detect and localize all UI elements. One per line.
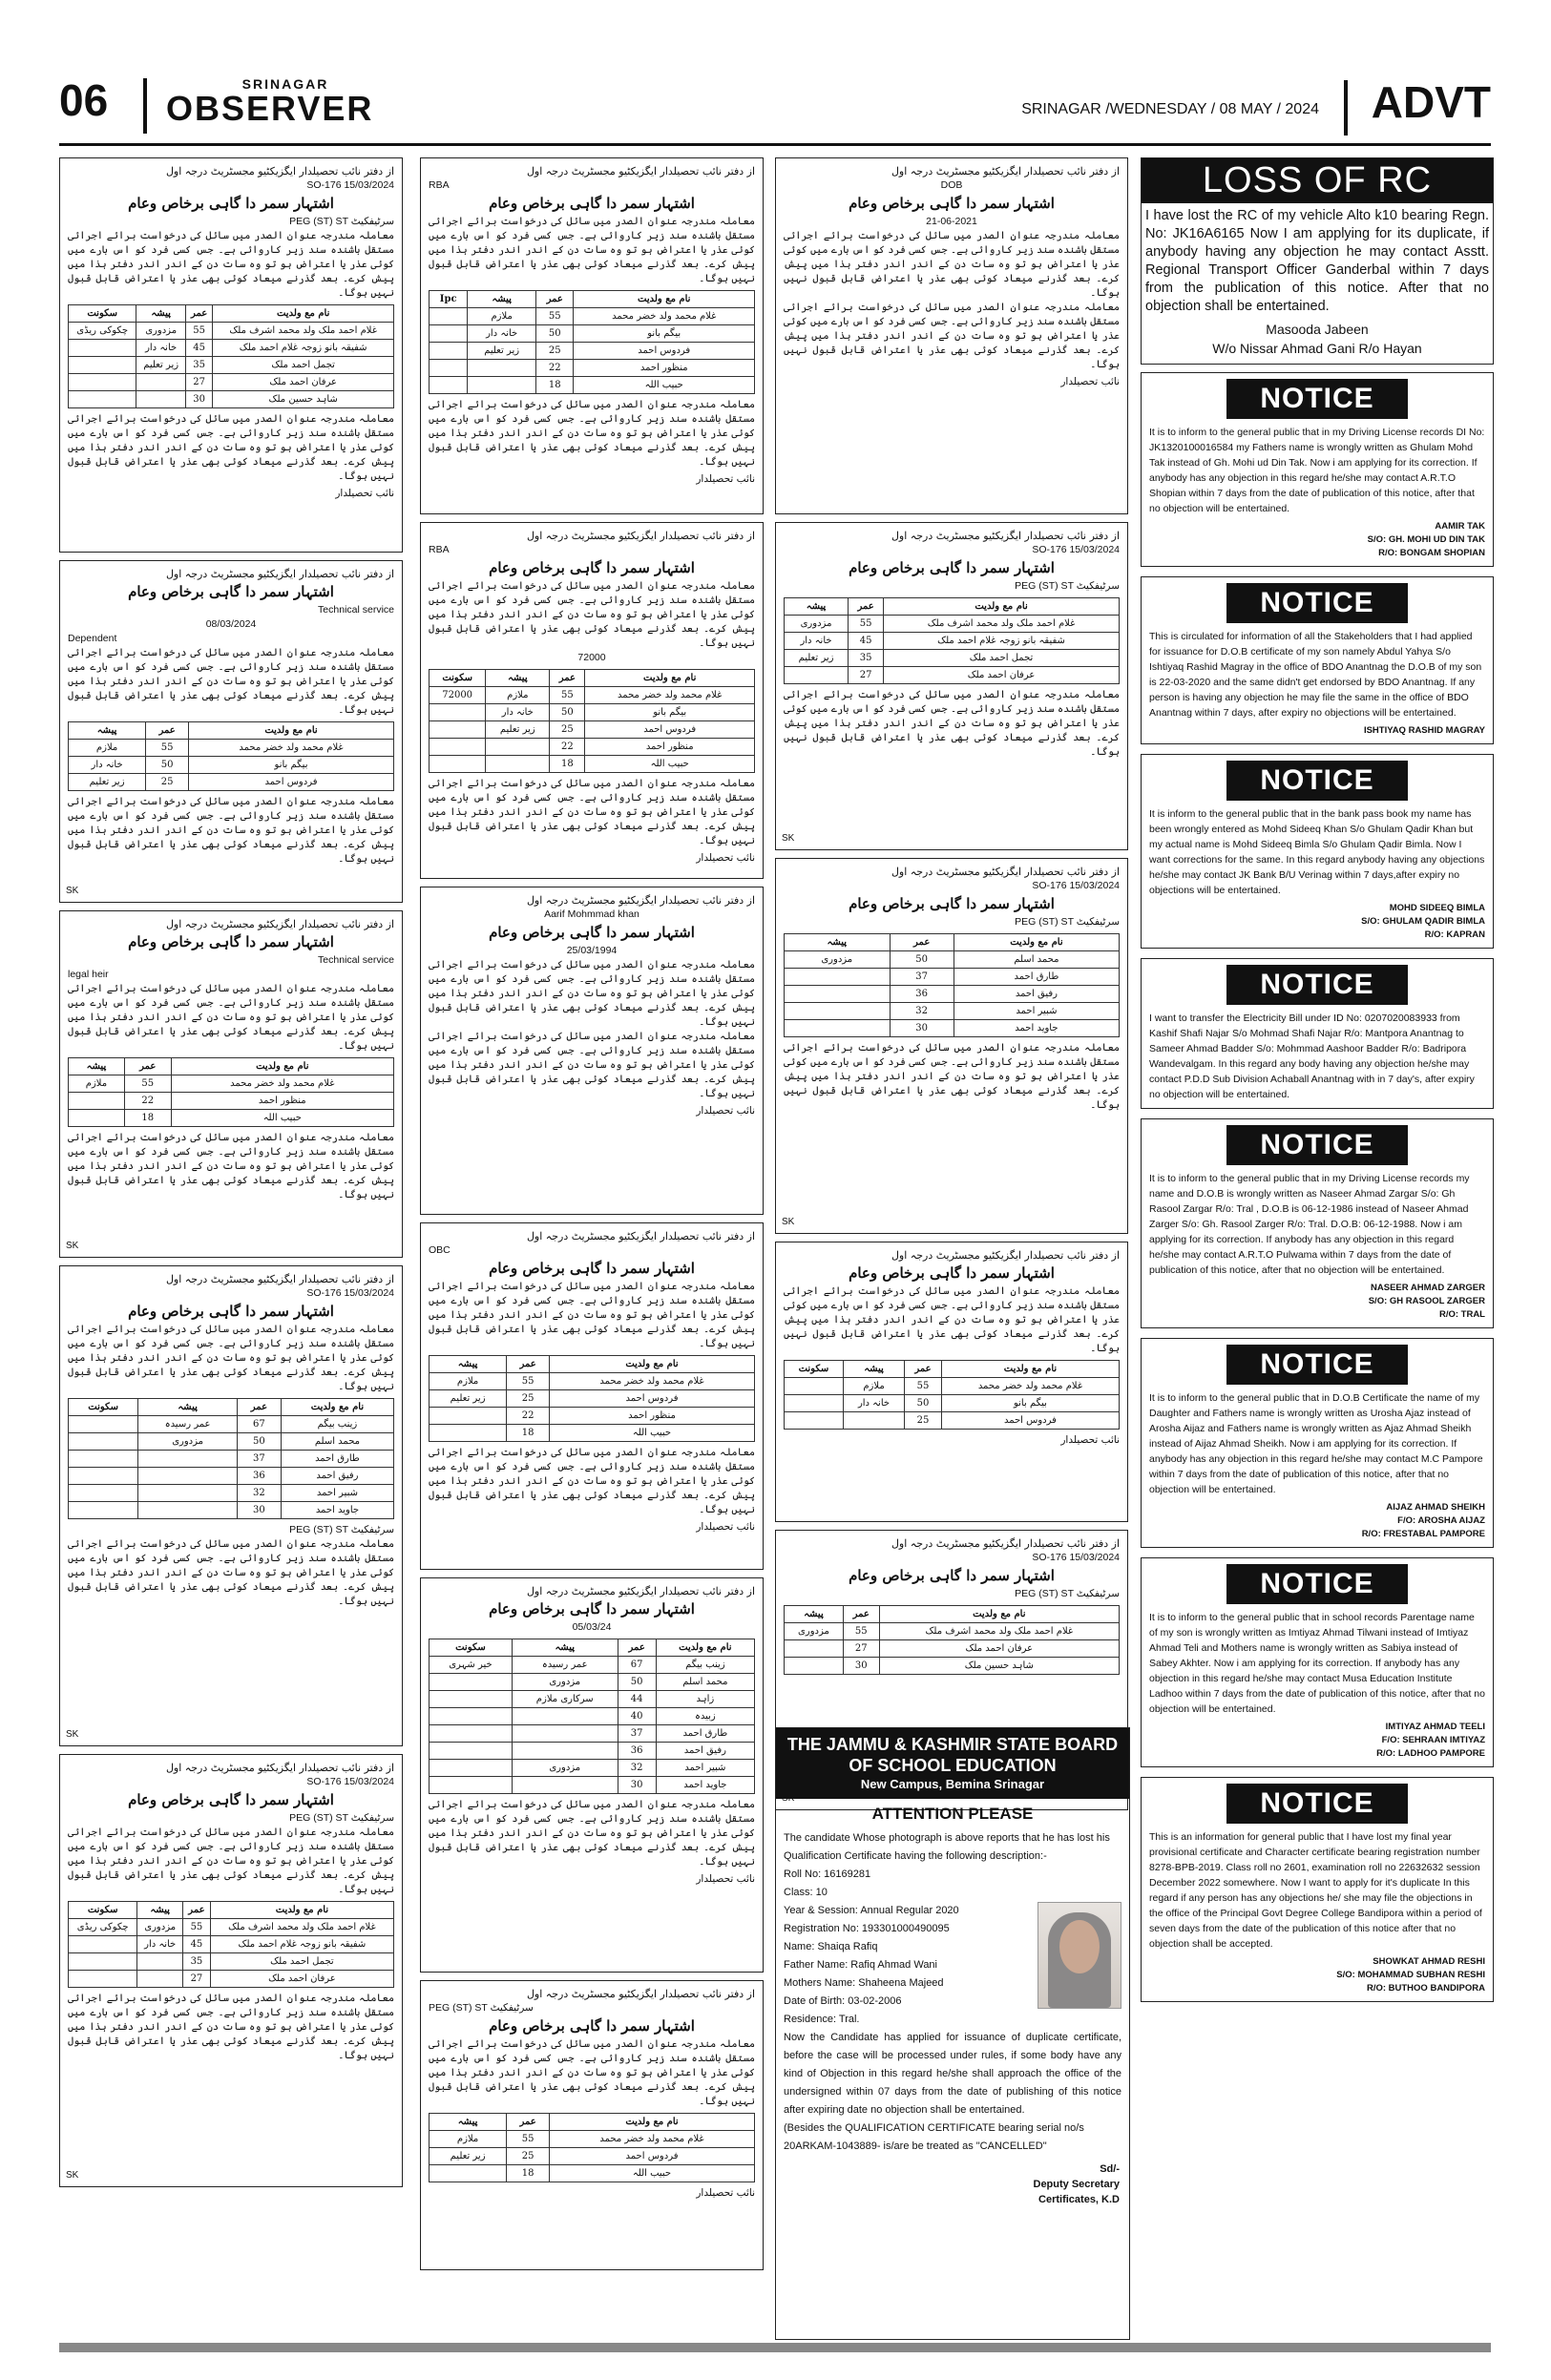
- urdu-ad: از دفتر نائب تحصیلدار ایگزیکٹیو مجسٹریٹ درجہ اول Aarif Mohmmad khan اشتہار سمر دا گاہی برخاص وعام 25/03/1994 معاملہ مندرجہ عنوان الصدر میں سائل کی درخواست برائے اجرائی مستقل باشندہ سند زیر کاروائی ہے۔ جس کسی فرد کو اس بارے میں کوئی عذر یا اعتراض ہو تو وہ سات دن کے اندر اندر دفتر ہذا میں پیش کرے۔ بعد گذرنے میعاد کوئی بھی عذر یا اعتراض قابل قبول نہیں ہوگا۔ معاملہ مندرجہ عنوان الصدر میں سائل کی درخواست برائے اجرائی مستقل باشندہ سند زیر کاروائی ہے۔ جس کسی فرد کو اس بارے میں کوئی عذر یا اعتراض ہو تو وہ سات دن کے اندر اندر دفتر ہذا میں پیش کرے۔ بعد گذرنے میعاد کوئی بھی عذر یا اعتراض قابل قبول نہیں ہوگا۔ نائب تحصیلدار: [420, 887, 764, 1215]
- ad-heading: اشتہار سمر دا گاہی برخاص وعام: [128, 195, 334, 212]
- urdu-ad: از دفتر نائب تحصیلدار ایگزیکٹیو مجسٹریٹ درجہ اول اشتہار سمر دا گاہی برخاص وعام Technical service legal heir معاملہ مندرجہ عنوان الصدر میں سائل کی درخواست برائے اجرائی مستقل باشندہ سند زیر کاروائی ہے۔ جس کسی فرد کو اس بارے میں کوئی عذر یا اعتراض ہو تو وہ سات دن کے اندر اندر دفتر ہذا میں پیش کرے۔ بعد گذرنے میعاد کوئی بھی عذر یا اعتراض قابل قبول نہیں ہوگا۔ نام مع ولدیت عمر پیشہ غلام محمد ولد خضر محمد 55 ملازم منظور احمد 22 حبیب اللہ 18 معاملہ مندرجہ عنوان الصدر میں سائل کی درخواست برائے اجرائی مستقل باشندہ سند زیر کاروائی ہے۔ جس کسی فرد کو اس بارے میں کوئی عذر یا اعتراض ہو تو وہ سات دن کے اندر اندر دفتر ہذا میں پیش کرے۔ بعد گذرنے میعاد کوئی بھی عذر یا اعتراض قابل قبول نہیں ہوگا۔ SK: [59, 910, 403, 1258]
- jkbose-notice: [775, 1727, 1130, 2340]
- attention-heading: ATTENTION PLEASE: [871, 1805, 1034, 1823]
- notice-box: NOTICE It is to inform to the general public that in D.O.B Certificate the name of my Daughter and Fathers name is wrongly written as Urosha Ajaz instead of Arosha Aijaz and Fathers name is wrongly written as Ajaz Ahmad Sheikh instead of Aijaz Ahmad Sheikh. Now i am applying for its correction. If anybody has any objection in this regard he/she may contact M.C Pampore within 7 days from the date of publication of this notice, after that no objection will be entertained. AIJAZ AHMAD SHEIKH F/O: AROSHA AIJAZ R/O: FRESTABAL PAMPORE: [1141, 1338, 1494, 1548]
- header-rule: [59, 143, 1491, 146]
- page-number: 06: [59, 75, 109, 125]
- loss-of-rc-notice: LOSS OF RC I have lost the RC of my vehicle Alto k10 bearing Regn. No: JK16A6165 Now I am applying for its duplicate, if anybody having any objection he may contact Asstt. Regional Transport Officer Ganderbal within 7 days from the publication of this notice. After that no objection shall be entertained. Masooda Jabeen W/o Nissar Ahmad Gani R/o Hayan: [1141, 157, 1494, 365]
- notice-box: NOTICE This is an information for general public that I have lost my final year provisional certificate and Character certificate bearing registration number 8278-BPB-2019. Class roll no 2601, examination roll no 22632632 session December 2022 somewhere. Now I want to apply for it's duplicate In this regard if any person has any objections he/ she may file the objections in the office of the Principal Govt Degree College Bandipora within a period of seven days from the date of the publication of this notice after that no objection shall be accepted. SHOWKAT AHMAD RESHI S/O: MOHAMMAD SUBHAN RESHI R/O: BUTHOO BANDIPORA: [1141, 1777, 1494, 2002]
- candidate-photo: [1037, 1902, 1121, 2009]
- header-divider-right: [1344, 80, 1348, 136]
- urdu-ad: از دفتر نائب تحصیلدار ایگزیکٹیو مجسٹریٹ درجہ اول DOB اشتہار سمر دا گاہی برخاص وعام 21-06-2021 معاملہ مندرجہ عنوان الصدر میں سائل کی درخواست برائے اجرائی مستقل باشندہ سند زیر کاروائی ہے۔ جس کسی فرد کو اس بارے میں کوئی عذر یا اعتراض ہو تو وہ سات دن کے اندر اندر دفتر ہذا میں پیش کرے۔ بعد گذرنے میعاد کوئی بھی عذر یا اعتراض قابل قبول نہیں ہوگا۔ معاملہ مندرجہ عنوان الصدر میں سائل کی درخواست برائے اجرائی مستقل باشندہ سند زیر کاروائی ہے۔ جس کسی فرد کو اس بارے میں کوئی عذر یا اعتراض ہو تو وہ سات دن کے اندر اندر دفتر ہذا میں پیش کرے۔ بعد گذرنے میعاد کوئی بھی عذر یا اعتراض قابل قبول نہیں ہوگا۔ نائب تحصیلدار: [775, 157, 1128, 514]
- footer-bar: [59, 2343, 1491, 2352]
- urdu-ad: از دفتر نائب تحصیلدار ایگزیکٹیو مجسٹریٹ درجہ اول SO-176 15/03/2024 اشتہار سمر دا گاہی برخاص وعام PEG (ST) ST سرٹیفکیٹ معاملہ مندرجہ عنوان الصدر میں سائل کی درخواست برائے اجرائی مستقل باشندہ سند زیر کاروائی ہے۔ جس کسی فرد کو اس بارے میں کوئی عذر یا اعتراض ہو تو وہ سات دن کے اندر اندر دفتر ہذا میں پیش کرے۔ بعد گذرنے میعاد کوئی بھی عذر یا اعتراض قابل قبول نہیں ہوگا۔ نام مع ولدیت عمر پیشہ سکونت غلام احمد ملک ولد محمد اشرف ملک 55 مزدوری چکوکی ریڈی شفیقہ بانو زوجہ غلام احمد ملک 45 خانہ دار تجمل احمد ملک 35 زیر تعلیم عرفان احمد ملک 27 شاہد حسین ملک 30 معاملہ مندرجہ عنوان الصدر میں سائل کی درخواست برائے اجرائی مستقل باشندہ سند زیر کاروائی ہے۔ جس کسی فرد کو اس بارے میں کوئی عذر یا اعتراض ہو تو وہ سات دن کے اندر اندر دفتر ہذا میں پیش کرے۔ بعد گذرنے میعاد کوئی بھی عذر یا اعتراض قابل قبول نہیں ہوگا۔ نائب تحصیلدار: [59, 157, 403, 553]
- jkbose-title: THE JAMMU & KASHMIR STATE BOARD OF SCHOOL EDUCATION: [786, 1735, 1119, 1775]
- page-header: [59, 74, 1491, 141]
- column-1: [59, 157, 403, 2195]
- column-3: [775, 157, 1128, 1818]
- masthead-main: OBSERVER: [166, 89, 374, 128]
- jkbose-header: [776, 1728, 1129, 1799]
- urdu-ad: از دفتر نائب تحصیلدار ایگزیکٹیو مجسٹریٹ درجہ اول SO-176 15/03/2024 اشتہار سمر دا گاہی برخاص وعام PEG (ST) ST سرٹیفکیٹ معاملہ مندرجہ عنوان الصدر میں سائل کی درخواست برائے اجرائی مستقل باشندہ سند زیر کاروائی ہے۔ جس کسی فرد کو اس بارے میں کوئی عذر یا اعتراض ہو تو وہ سات دن کے اندر اندر دفتر ہذا میں پیش کرے۔ بعد گذرنے میعاد کوئی بھی عذر یا اعتراض قابل قبول نہیں ہوگا۔ نام مع ولدیت عمر پیشہ سکونت غلام احمد ملک ولد محمد اشرف ملک 55 مزدوری چکوکی ریڈی شفیقہ بانو زوجہ غلام احمد ملک 45 خانہ دار تجمل احمد ملک 35 عرفان احمد ملک 27 معاملہ مندرجہ عنوان الصدر میں سائل کی درخواست برائے اجرائی مستقل باشندہ سند زیر کاروائی ہے۔ جس کسی فرد کو اس بارے میں کوئی عذر یا اعتراض ہو تو وہ سات دن کے اندر اندر دفتر ہذا میں پیش کرے۔ بعد گذرنے میعاد کوئی بھی عذر یا اعتراض قابل قبول نہیں ہوگا۔ SK: [59, 1754, 403, 2187]
- urdu-ad: از دفتر نائب تحصیلدار ایگزیکٹیو مجسٹریٹ درجہ اول اشتہار سمر دا گاہی برخاص وعام Technical service 08/03/2024 Dependent معاملہ مندرجہ عنوان الصدر میں سائل کی درخواست برائے اجرائی مستقل باشندہ سند زیر کاروائی ہے۔ جس کسی فرد کو اس بارے میں کوئی عذر یا اعتراض ہو تو وہ سات دن کے اندر اندر دفتر ہذا میں پیش کرے۔ بعد گذرنے میعاد کوئی بھی عذر یا اعتراض قابل قبول نہیں ہوگا۔ نام مع ولدیت عمر پیشہ غلام محمد ولد خضر محمد 55 ملازم بیگم بانو 50 خانہ دار فردوس احمد 25 زیر تعلیم معاملہ مندرجہ عنوان الصدر میں سائل کی درخواست برائے اجرائی مستقل باشندہ سند زیر کاروائی ہے۔ جس کسی فرد کو اس بارے میں کوئی عذر یا اعتراض ہو تو وہ سات دن کے اندر اندر دفتر ہذا میں پیش کرے۔ بعد گذرنے میعاد کوئی بھی عذر یا اعتراض قابل قبول نہیں ہوگا۔ SK: [59, 560, 403, 903]
- notice-box: NOTICE It is inform to the general public that in the bank pass book my name has been wrongly entered as Mohd Sideeq Khan S/o Ghulam Qadir Khan but my actual name is Mohd Sideeq Bimla S/o Ghulam Qadir Bimla. Now I want corrections for the same. In this regard anybody having any objections he/she may contact JK Bank B/U Verinag within 7 days,after expiry no objections will be entertained. MOHD SIDEEQ BIMLA S/O: GHULAM QADIR BIMLA R/O: KAPRAN: [1141, 754, 1494, 949]
- notice-box: NOTICE This is circulated for information of all the Stakeholders that I had applied for issuance for D.O.B certificate of my son namely Abdul Yahya S/o Ishtiyaq Rashid Magray in the office of BDO Anantnag the D.O.B of my son is 22-03-2020 and the same didn't get endorsed by BDO Anantnag. If any person is having any objection he may file the same in the office of BDO Anantnag within 7 days, after expiry no objections will be entertained. ISHTIYAQ RASHID MAGRAY: [1141, 576, 1494, 744]
- notice-box: NOTICE It is to inform to the general public that in my Driving License records my name and D.O.B is wrongly written as Naseer Ahmad Zargar S/o: Gh Rasool Zargar R/o: Tral , D.O.B is 06-12-1986 instead of Naseer Ahmad Zarger S/o: Gh. Rasool Zarger R/o: Tral. D.O.B: 06-12-1988. Now i am applying for its correction. If anybody has any objection in this regard he/she may contact A.R.T.O Pulwama within 7 days from the date of publication of this notice, after that no objection will be entertained. NASEER AHMAD ZARGER S/O: GH RASOOL ZARGER R/O: TRAL: [1141, 1118, 1494, 1328]
- urdu-ad: از دفتر نائب تحصیلدار ایگزیکٹیو مجسٹریٹ درجہ اول RBA اشتہار سمر دا گاہی برخاص وعام معاملہ مندرجہ عنوان الصدر میں سائل کی درخواست برائے اجرائی مستقل باشندہ سند زیر کاروائی ہے۔ جس کسی فرد کو اس بارے میں کوئی عذر یا اعتراض ہو تو وہ سات دن کے اندر اندر دفتر ہذا میں پیش کرے۔ بعد گذرنے میعاد کوئی بھی عذر یا اعتراض قابل قبول نہیں ہوگا۔ نام مع ولدیت عمر پیشہ Ipc غلام محمد ولد خضر محمد 55 ملازم بیگم بانو 50 خانہ دار فردوس احمد 25 زیر تعلیم منظور احمد 22 حبیب اللہ 18 معاملہ مندرجہ عنوان الصدر میں سائل کی درخواست برائے اجرائی مستقل باشندہ سند زیر کاروائی ہے۔ جس کسی فرد کو اس بارے میں کوئی عذر یا اعتراض ہو تو وہ سات دن کے اندر اندر دفتر ہذا میں پیش کرے۔ بعد گذرنے میعاد کوئی بھی عذر یا اعتراض قابل قبول نہیں ہوگا۔ نائب تحصیلدار: [420, 157, 764, 514]
- urdu-ad: از دفتر نائب تحصیلدار ایگزیکٹیو مجسٹریٹ درجہ اول PEG (ST) ST سرٹیفکیٹ اشتہار سمر دا گاہی برخاص وعام معاملہ مندرجہ عنوان الصدر میں سائل کی درخواست برائے اجرائی مستقل باشندہ سند زیر کاروائی ہے۔ جس کسی فرد کو اس بارے میں کوئی عذر یا اعتراض ہو تو وہ سات دن کے اندر اندر دفتر ہذا میں پیش کرے۔ بعد گذرنے میعاد کوئی بھی عذر یا اعتراض قابل قبول نہیں ہوگا۔ نام مع ولدیت عمر پیشہ غلام محمد ولد خضر محمد 55 ملازم فردوس احمد 25 زیر تعلیم حبیب اللہ 18 نائب تحصیلدار: [420, 1980, 764, 2270]
- dateline: SRINAGAR /WEDNESDAY / 08 MAY / 2024: [1021, 101, 1319, 117]
- notice-box: NOTICE I want to transfer the Electricity Bill under ID No: 0207020083933 from Kashif Shafi Najar S/o Mohmad Shafi Najar R/o: Mantpora Anantnag to Sameer Ahmad Badder S/o: Mohmmad Aashoor Badder R/o: Badripora Wandevalgam. In this regard any body having any objection he/she may contact P.D.D Sub Division Achaball Anantnag with in 7 day's, after expiry no objection will be entertained.: [1141, 958, 1494, 1109]
- urdu-ad: از دفتر نائب تحصیلدار ایگزیکٹیو مجسٹریٹ درجہ اول SO-176 15/03/2024 اشتہار سمر دا گاہی برخاص وعام PEG (ST) ST سرٹیفکیٹ نام مع ولدیت عمر پیشہ محمد اسلم 50 مزدوری طارق احمد 37 رفیق احمد 36 شبیر احمد 32 جاوید احمد 30 معاملہ مندرجہ عنوان الصدر میں سائل کی درخواست برائے اجرائی مستقل باشندہ سند زیر کاروائی ہے۔ جس کسی فرد کو اس بارے میں کوئی عذر یا اعتراض ہو تو وہ سات دن کے اندر اندر دفتر ہذا میں پیش کرے۔ بعد گذرنے میعاد کوئی بھی عذر یا اعتراض قابل قبول نہیں ہوگا۔ SK: [775, 858, 1128, 1234]
- header-divider: [143, 78, 147, 134]
- urdu-ad: از دفتر نائب تحصیلدار ایگزیکٹیو مجسٹریٹ درجہ اول RBA اشتہار سمر دا گاہی برخاص وعام معاملہ مندرجہ عنوان الصدر میں سائل کی درخواست برائے اجرائی مستقل باشندہ سند زیر کاروائی ہے۔ جس کسی فرد کو اس بارے میں کوئی عذر یا اعتراض ہو تو وہ سات دن کے اندر اندر دفتر ہذا میں پیش کرے۔ بعد گذرنے میعاد کوئی بھی عذر یا اعتراض قابل قبول نہیں ہوگا۔ 72000 نام مع ولدیت عمر پیشہ سکونت غلام محمد ولد خضر محمد 55 ملازم 72000 بیگم بانو 50 خانہ دار فردوس احمد 25 زیر تعلیم منظور احمد 22 حبیب اللہ 18 معاملہ مندرجہ عنوان الصدر میں سائل کی درخواست برائے اجرائی مستقل باشندہ سند زیر کاروائی ہے۔ جس کسی فرد کو اس بارے میں کوئی عذر یا اعتراض ہو تو وہ سات دن کے اندر اندر دفتر ہذا میں پیش کرے۔ بعد گذرنے میعاد کوئی بھی عذر یا اعتراض قابل قبول نہیں ہوگا۔ نائب تحصیلدار: [420, 522, 764, 879]
- masthead-top: SRINAGAR: [241, 76, 329, 92]
- urdu-ad: از دفتر نائب تحصیلدار ایگزیکٹیو مجسٹریٹ درجہ اول اشتہار سمر دا گاہی برخاص وعام معاملہ مندرجہ عنوان الصدر میں سائل کی درخواست برائے اجرائی مستقل باشندہ سند زیر کاروائی ہے۔ جس کسی فرد کو اس بارے میں کوئی عذر یا اعتراض ہو تو وہ سات دن کے اندر اندر دفتر ہذا میں پیش کرے۔ بعد گذرنے میعاد کوئی بھی عذر یا اعتراض قابل قبول نہیں ہوگا۔ نام مع ولدیت عمر پیشہ سکونت غلام محمد ولد خضر محمد 55 ملازم بیگم بانو 50 خانہ دار فردوس احمد 25 نائب تحصیلدار: [775, 1242, 1128, 1522]
- jkbose-subtitle: New Campus, Bemina Srinagar: [860, 1777, 1045, 1791]
- jkbose-body: The candidate Whose photograph is above reports that he has lost his Qualification Certificate having the following description:- Roll No: 16169281 Class: 10 Year & Session: Annual Regular 2020 Registration No: 193301000490095 Name: Shaiqa Rafiq Father Name: Rafiq Ahmad Wani Mothers Name: Shaheena Majeed Date of Birth: 03-02-2006 Residence: Tral. Now the Candidate has applied for issuance of duplicate certificate, before the case will be processed under rules, if some body have any kind of Objection in this regard he/she shall approach the office of the undersigned within 07 days from the date of publishing of this notice after expiring date no objection shall be entertained. (Besides the QUALIFICATION CERTIFICATE bearing serial no/s 20ARKAM-1043889- is/are be treated as "CANCELLED": [784, 1832, 1121, 2152]
- notice-box: NOTICE It is to inform to the general public that in school records Parentage name of my son is wrongly written as Imtiyaz Ahmad Tilwani instead of Imtiyaz Ahmad Teli and Mothers name is wrongly written as Sabiya instead of Sabey Akhter. Now i am applying for its correction. If anybody has any objection in this regard he/she may contact Musa Education Institute Ladhoo within 7 days from the date of publication of this notice, after that no objection will be entertained. IMTIYAZ AHMAD TEELI F/O: SEHRAAN IMTIYAZ R/O: LADHOO PAMPORE: [1141, 1557, 1494, 1767]
- jkbose-signature: Sd/- Deputy Secretary Certificates, K.D: [1033, 2163, 1120, 2205]
- urdu-ad: از دفتر نائب تحصیلدار ایگزیکٹیو مجسٹریٹ درجہ اول SO-176 15/03/2024 اشتہار سمر دا گاہی برخاص وعام PEG (ST) ST سرٹیفکیٹ نام مع ولدیت عمر پیشہ غلام احمد ملک ولد محمد اشرف ملک 55 مزدوری شفیقہ بانو زوجہ غلام احمد ملک 45 خانہ دار تجمل احمد ملک 35 زیر تعلیم عرفان احمد ملک 27 معاملہ مندرجہ عنوان الصدر میں سائل کی درخواست برائے اجرائی مستقل باشندہ سند زیر کاروائی ہے۔ جس کسی فرد کو اس بارے میں کوئی عذر یا اعتراض ہو تو وہ سات دن کے اندر اندر دفتر ہذا میں پیش کرے۔ بعد گذرنے میعاد کوئی بھی عذر یا اعتراض قابل قبول نہیں ہوگا۔ SK: [775, 522, 1128, 850]
- ad-table: نام مع ولدیت عمر پیشہ سکونت غلام احمد ملک ولد محمد اشرف ملک 55 مزدوری چکوکی ریڈی شفیقہ بانو زوجہ غلام احمد ملک 45 خانہ دار تجمل احمد ملک 35 زیر تعلیم عرفان احمد ملک 27 شاہد حسین ملک 30: [68, 304, 394, 408]
- loss-of-rc-title: LOSS OF RC: [1142, 158, 1493, 203]
- column-4: [1141, 157, 1494, 2012]
- column-2: [420, 157, 764, 2278]
- urdu-ad: از دفتر نائب تحصیلدار ایگزیکٹیو مجسٹریٹ درجہ اول OBC اشتہار سمر دا گاہی برخاص وعام معاملہ مندرجہ عنوان الصدر میں سائل کی درخواست برائے اجرائی مستقل باشندہ سند زیر کاروائی ہے۔ جس کسی فرد کو اس بارے میں کوئی عذر یا اعتراض ہو تو وہ سات دن کے اندر اندر دفتر ہذا میں پیش کرے۔ بعد گذرنے میعاد کوئی بھی عذر یا اعتراض قابل قبول نہیں ہوگا۔ نام مع ولدیت عمر پیشہ غلام محمد ولد خضر محمد 55 ملازم فردوس احمد 25 زیر تعلیم منظور احمد 22 حبیب اللہ 18 معاملہ مندرجہ عنوان الصدر میں سائل کی درخواست برائے اجرائی مستقل باشندہ سند زیر کاروائی ہے۔ جس کسی فرد کو اس بارے میں کوئی عذر یا اعتراض ہو تو وہ سات دن کے اندر اندر دفتر ہذا میں پیش کرے۔ بعد گذرنے میعاد کوئی بھی عذر یا اعتراض قابل قبول نہیں ہوگا۔ نائب تحصیلدار: [420, 1222, 764, 1570]
- urdu-ad: از دفتر نائب تحصیلدار ایگزیکٹیو مجسٹریٹ درجہ اول SO-176 15/03/2024 اشتہار سمر دا گاہی برخاص وعام PEG (ST) ST سرٹیفکیٹ نام مع ولدیت عمر پیشہ غلام احمد ملک ولد محمد اشرف ملک 55 مزدوری عرفان احمد ملک 27 شاہد حسین ملک 30: [775, 1530, 1128, 1810]
- notice-box: NOTICE It is to inform to the general public that in my Driving License records DI No: JK1320100016584 my Fathers name is wrongly written as Ghulam Mohd Tak instead of Gh. Mohi ud Din Tak. Now i am applying for its correction. If anybody has any objection in this regard he/she may contact A.R.T.O Shopian within 7 days from the date of publication of this notice, after that no objection will be entertained. AAMIR TAK S/O: GH. MOHI UD DIN TAK R/O: BONGAM SHOPIAN: [1141, 372, 1494, 567]
- urdu-ad: از دفتر نائب تحصیلدار ایگزیکٹیو مجسٹریٹ درجہ اول SO-176 15/03/2024 اشتہار سمر دا گاہی برخاص وعام معاملہ مندرجہ عنوان الصدر میں سائل کی درخواست برائے اجرائی مستقل باشندہ سند زیر کاروائی ہے۔ جس کسی فرد کو اس بارے میں کوئی عذر یا اعتراض ہو تو وہ سات دن کے اندر اندر دفتر ہذا میں پیش کرے۔ بعد گذرنے میعاد کوئی بھی عذر یا اعتراض قابل قبول نہیں ہوگا۔ نام مع ولدیت عمر پیشہ سکونت زینب بیگم 67 عمر رسیدہ محمد اسلم 50 مزدوری طارق احمد 37 رفیق احمد 36 شبیر احمد 32 جاوید احمد 30 PEG (ST) ST سرٹیفکیٹ معاملہ مندرجہ عنوان الصدر میں سائل کی درخواست برائے اجرائی مستقل باشندہ سند زیر کاروائی ہے۔ جس کسی فرد کو اس بارے میں کوئی عذر یا اعتراض ہو تو وہ سات دن کے اندر اندر دفتر ہذا میں پیش کرے۔ بعد گذرنے میعاد کوئی بھی عذر یا اعتراض قابل قبول نہیں ہوگا۔ SK: [59, 1265, 403, 1746]
- urdu-ad: از دفتر نائب تحصیلدار ایگزیکٹیو مجسٹریٹ درجہ اول اشتہار سمر دا گاہی برخاص وعام 05/03/24 نام مع ولدیت عمر پیشہ سکونت زینب بیگم 67 عمر رسیدہ خیر شہری محمد اسلم 50 مزدوری زاہد 44 سرکاری ملازم زبیدہ 40 طارق احمد 37 رفیق احمد 36 شبیر احمد 32 مزدوری جاوید احمد 30 معاملہ مندرجہ عنوان الصدر میں سائل کی درخواست برائے اجرائی مستقل باشندہ سند زیر کاروائی ہے۔ جس کسی فرد کو اس بارے میں کوئی عذر یا اعتراض ہو تو وہ سات دن کے اندر اندر دفتر ہذا میں پیش کرے۔ بعد گذرنے میعاد کوئی بھی عذر یا اعتراض قابل قبول نہیں ہوگا۔ نائب تحصیلدار: [420, 1577, 764, 1973]
- section-label: ADVT: [1371, 77, 1491, 127]
- masthead-logo: [166, 76, 405, 126]
